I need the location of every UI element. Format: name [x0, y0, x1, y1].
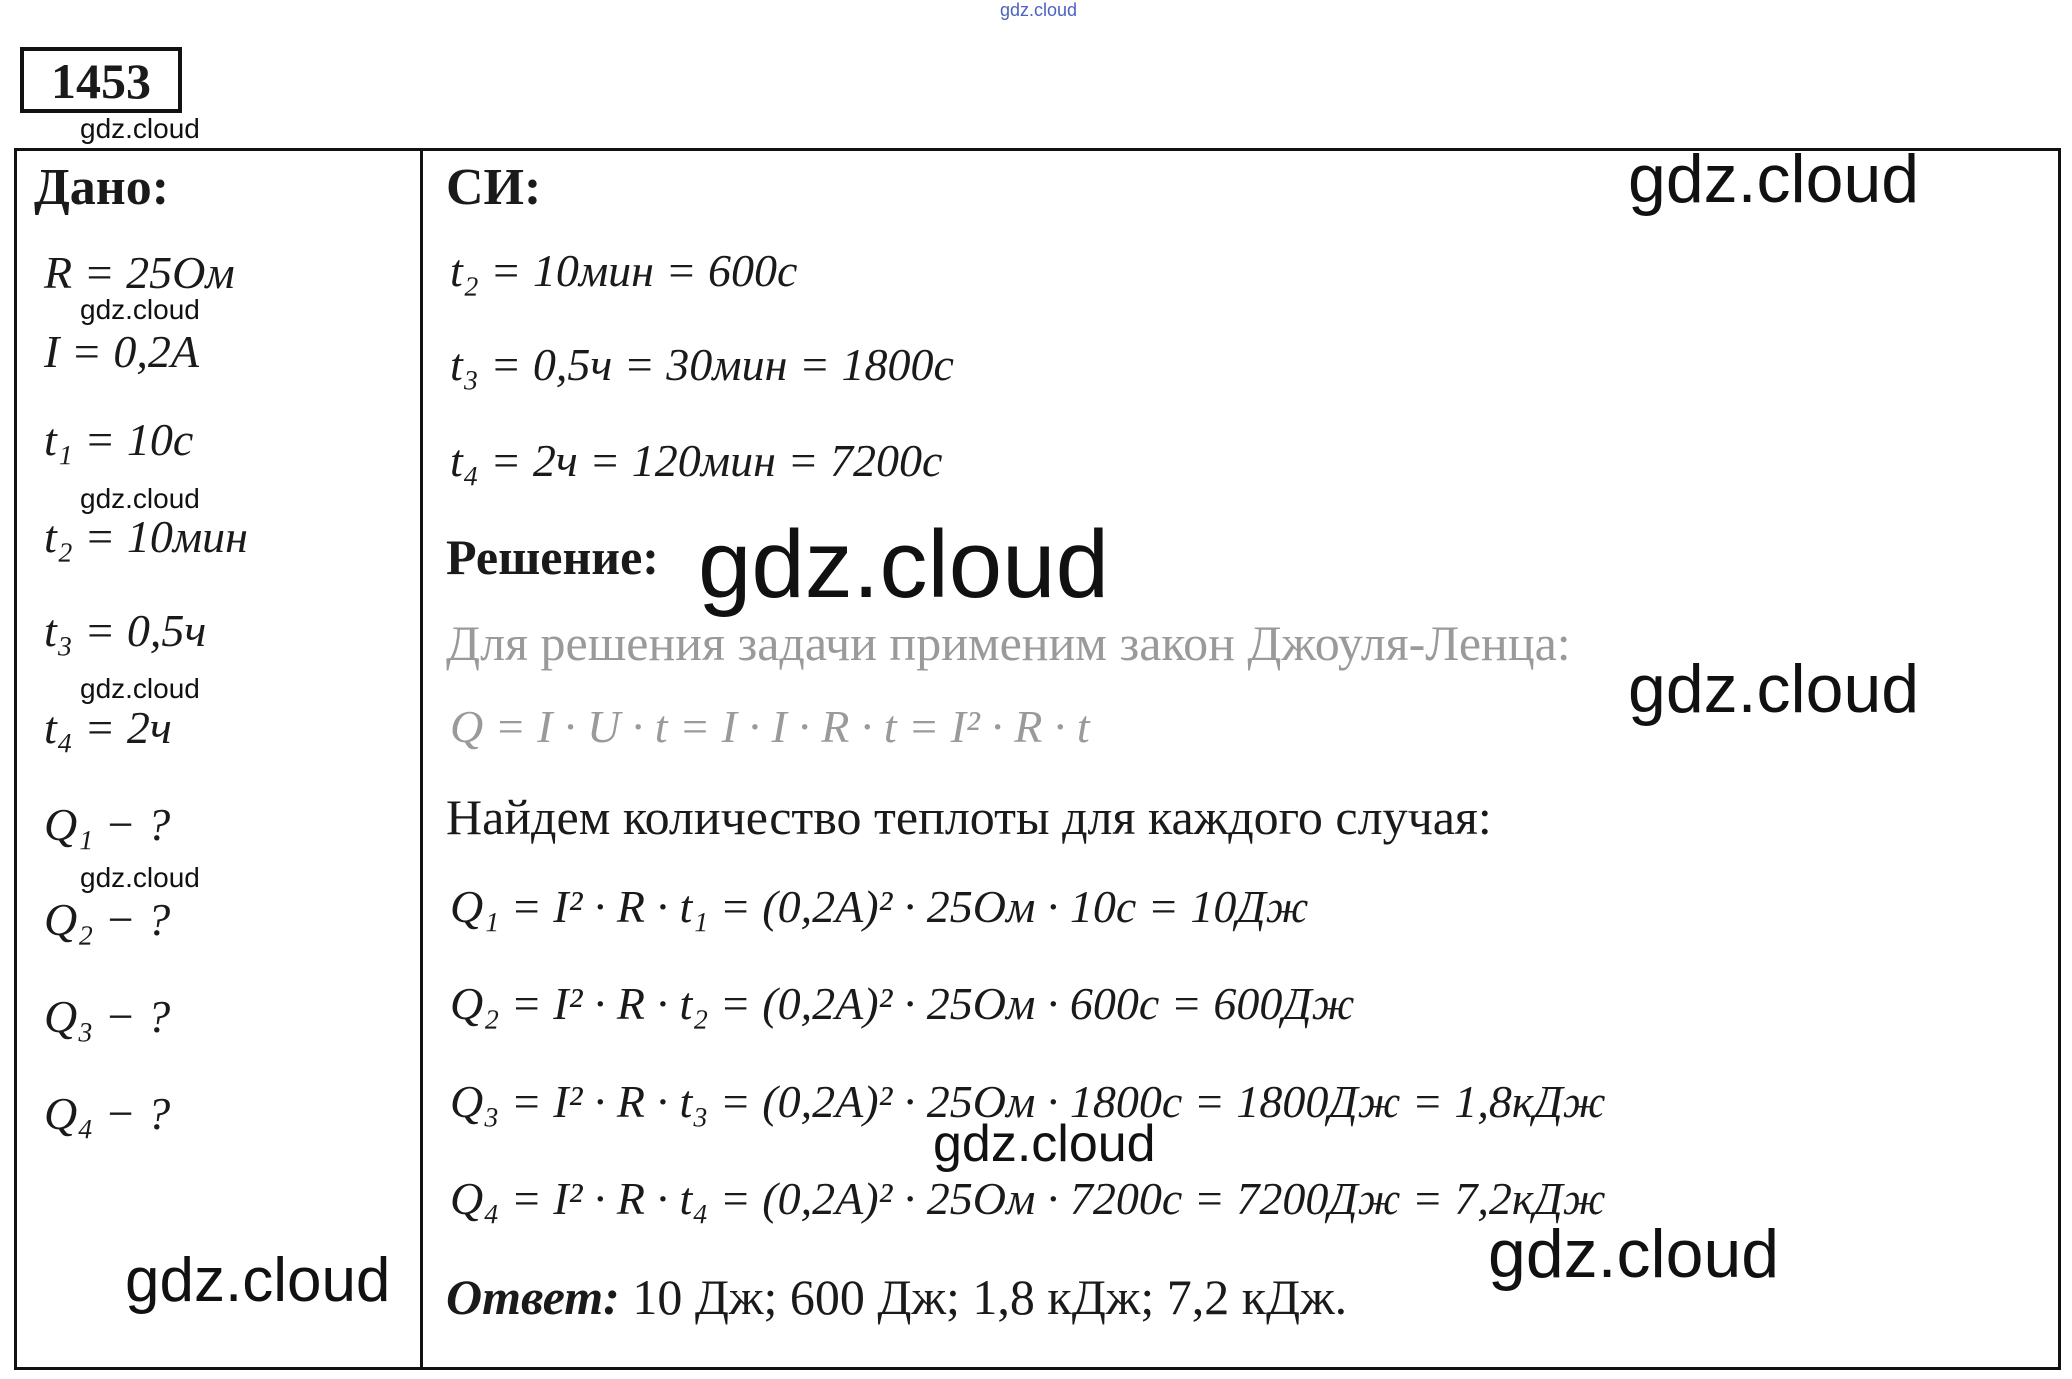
given-watermark: gdz.cloud: [80, 673, 200, 704]
find-text: Найдем количество теплоты для каждого случая:: [446, 789, 1492, 845]
answer-text: 10 Дж; 600 Дж; 1,8 кДж; 7,2 кДж.: [619, 1269, 1348, 1325]
top-watermark: gdz.cloud: [1000, 0, 1078, 20]
calc-line: Q₁ = I² · R · t₁ = (0,2A)² · 25Ом · 10c = 10Дж: [450, 881, 1309, 932]
si-title: СИ:: [446, 159, 542, 216]
answer-line: [446, 1268, 1347, 1326]
mid-watermark: gdz.cloud: [933, 1115, 1156, 1173]
given-item: I = 0,2A: [44, 326, 199, 377]
si-item: t₄ = 2ч = 120мин = 7200c: [450, 435, 943, 486]
unknown-item: Q₂ − ?: [44, 894, 171, 945]
problem-number: 1453: [20, 47, 182, 113]
given-item: t₂ = 10мин: [44, 511, 248, 562]
answer-label: Ответ:: [446, 1269, 620, 1325]
solution-title: Решение:: [446, 529, 659, 585]
given-watermark: gdz.cloud: [80, 294, 200, 325]
calc-line: Q₄ = I² · R · t₄ = (0,2A)² · 25Ом · 7200c = 7200Дж = 7,2кДж: [450, 1173, 1606, 1224]
given-watermark: gdz.cloud: [80, 862, 200, 893]
number-watermark: gdz.cloud: [80, 113, 200, 144]
intro-text: Для решения задачи применим закон Джоуля-Ленца:: [446, 615, 1571, 671]
column-divider: [420, 148, 423, 1370]
unknown-item: Q₄ − ?: [44, 1088, 171, 1139]
si-item: t₃ = 0,5ч = 30мин = 1800c: [450, 339, 954, 390]
calc-line: Q₂ = I² · R · t₂ = (0,2A)² · 25Ом · 600c = 600Дж: [450, 978, 1355, 1029]
answer-watermark: gdz.cloud: [1488, 1216, 1780, 1292]
given-watermark: gdz.cloud: [125, 1246, 391, 1315]
si-item: t₂ = 10мин = 600c: [450, 245, 798, 296]
si-watermark: gdz.cloud: [1628, 141, 1920, 217]
unknown-item: Q₃ − ?: [44, 991, 171, 1042]
given-item: t₁ = 10c: [44, 414, 194, 465]
unknown-item: Q₁ − ?: [44, 799, 171, 850]
solution-watermark: gdz.cloud: [698, 511, 1109, 618]
given-item: t₄ = 2ч: [44, 702, 172, 753]
given-item: t₃ = 0,5ч: [44, 605, 207, 656]
law-formula: Q = I · U · t = I · I · R · t = I² · R · t: [450, 701, 1090, 752]
right-watermark: gdz.cloud: [1628, 651, 1920, 727]
calc-line: Q₃ = I² · R · t₃ = (0,2A)² · 25Ом · 1800c = 1800Дж = 1,8кДж: [450, 1076, 1606, 1127]
given-item: R = 25Ом: [44, 247, 235, 298]
given-watermark: gdz.cloud: [80, 483, 200, 514]
given-title: Дано:: [34, 159, 170, 216]
